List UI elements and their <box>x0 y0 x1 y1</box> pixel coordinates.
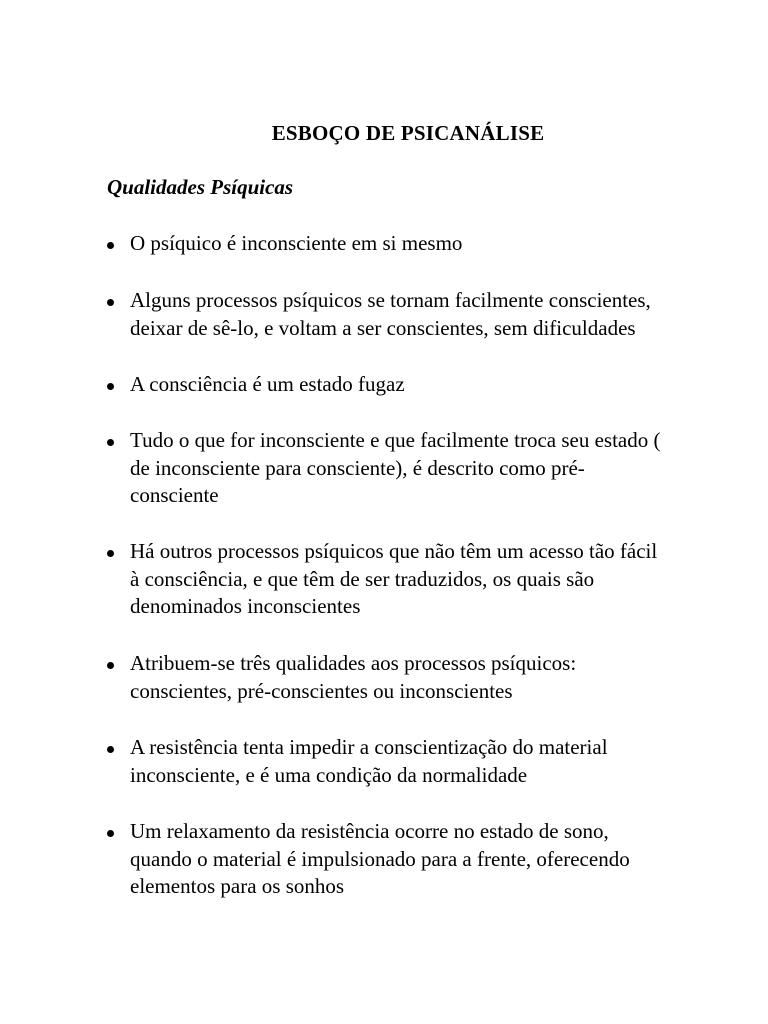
bullet-icon <box>107 242 114 249</box>
list-item-text: Há outros processos psíquicos que não têm um acesso tão fácil à consciência, e que têm de ser traduzidos, os quais são denominados inconscientes <box>130 539 658 618</box>
list-item-text: Um relaxamento da resistência ocorre no estado de sono, quando o material é impulsionado para a frente, oferecendo elementos para os sonhos <box>130 819 630 898</box>
bullet-icon <box>107 439 114 446</box>
list-item-text: Tudo o que for inconsciente e que facilmente troca seu estado ( de inconsciente para consciente), é descrito como pré- consciente <box>130 428 661 507</box>
list-item <box>107 650 727 705</box>
list-item-text: A resistência tenta impedir a conscientização do material inconsciente, e é uma condição da normalidade <box>130 735 608 787</box>
list-item <box>107 230 727 258</box>
bullet-icon <box>107 550 114 557</box>
list-item <box>107 818 727 901</box>
list-item-text: A consciência é um estado fugaz <box>130 372 405 396</box>
list-item-text: Atribuem-se três qualidades aos processos psíquicos: conscientes, pré-conscientes ou inconscientes <box>130 651 577 703</box>
bullet-icon <box>107 746 114 753</box>
bullet-icon <box>107 830 114 837</box>
bullet-icon <box>107 299 114 306</box>
list-item <box>107 427 727 510</box>
list-item-text: O psíquico é inconsciente em si mesmo <box>130 231 463 255</box>
list-item <box>107 371 727 399</box>
list-item <box>107 287 727 342</box>
bullet-icon <box>107 662 114 669</box>
list-item-text: Alguns processos psíquicos se tornam facilmente conscientes, deixar de sê-lo, e voltam a ser conscientes, sem dificuldades <box>130 288 651 340</box>
bullet-icon <box>107 383 114 390</box>
document-title: ESBOÇO DE PSICANÁLISE <box>271 121 545 145</box>
list-item <box>107 538 727 621</box>
section-heading: Qualidades Psíquicas <box>107 175 294 199</box>
list-item <box>107 734 727 789</box>
